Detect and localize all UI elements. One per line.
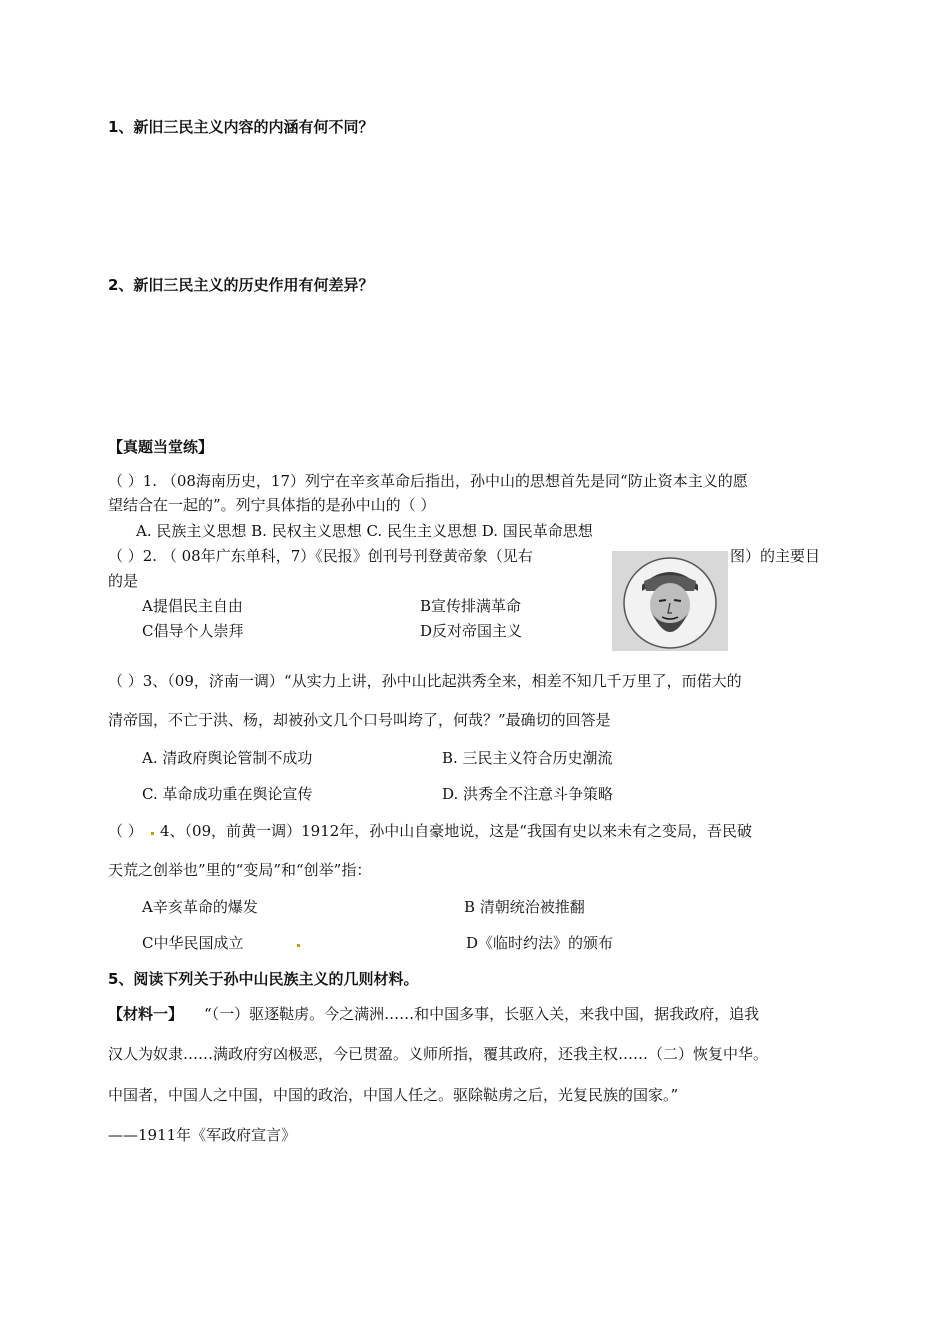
material-1-label: 【材料一】 [108, 1005, 184, 1023]
practice-4-option-a: A辛亥革命的爆发 [142, 898, 258, 916]
practice-1-line-1: （ ）1. （08海南历史，17）列宁在辛亥革命后指出，孙中山的思想首先是同“防止资本主义的愿 [108, 472, 748, 490]
practice-3-line-2: 清帝国，不亡于洪、杨，却被孙文几个口号叫垮了，何哉？”最确切的回答是 [108, 711, 611, 729]
huangdi-portrait [612, 551, 728, 651]
question-1: 1、新旧三民主义内容的内涵有何不同？ [108, 118, 374, 136]
material-1-line-3: 中国者，中国人之中国，中国的政治，中国人任之。驱除鞑虏之后，光复民族的国家。” [108, 1086, 679, 1104]
practice-2-option-c: C倡导个人崇拜 [142, 622, 244, 640]
question-2: 2、新旧三民主义的历史作用有何差异？ [108, 276, 374, 294]
mark-dot [297, 944, 300, 947]
practice-4-line-1: 4、（09，前黄一调）1912年，孙中山自豪地说，这是“我国有史以来未有之变局，吾民破 [160, 822, 752, 840]
practice-4-paren: （ ） [108, 822, 143, 840]
practice-2-line-1a: （ ）2. （ 08年广东单科，7）《民报》创刊号刊登黄帝象（见右 [108, 547, 533, 565]
section-title: 【真题当堂练】 [108, 438, 214, 456]
practice-2-line-1b: 图）的主要目 [730, 547, 821, 565]
mark-dot [151, 832, 154, 835]
practice-4-option-c: C中华民国成立 [142, 934, 244, 952]
practice-3-line-1: （ ）3、（09，济南一调）“从实力上讲，孙中山比起洪秀全来，相差不知几千万里了，而偌大的 [108, 672, 742, 690]
practice-2-option-d: D反对帝国主义 [420, 622, 523, 640]
practice-2-option-b: B宣传排满革命 [420, 597, 522, 615]
material-1-line-2: 汉人为奴隶……满政府穷凶极恶，今已贯盈。义师所指，覆其政府，还我主权……（二）恢复中华。 [108, 1045, 769, 1063]
practice-4-line-2: 天荒之创举也”里的“变局”和“创举”指： [108, 861, 372, 879]
practice-3-option-c: C. 革命成功重在舆论宣传 [142, 785, 313, 803]
practice-3-option-a: A. 清政府舆论管制不成功 [142, 749, 313, 767]
material-1-line-1: “（一）驱逐鞑虏。今之满洲……和中国多事，长驱入关，来我中国，据我政府，追我 [204, 1005, 760, 1023]
practice-1-line-2: 望结合在一起的”。列宁具体指的是孙中山的（ ） [108, 496, 436, 514]
material-1-source: ——1911年《军政府宣言》 [108, 1126, 297, 1144]
question-5-title: 5、阅读下列关于孙中山民族主义的几则材料。 [108, 970, 419, 988]
practice-2-line-2: 的是 [108, 572, 139, 590]
practice-4-option-b: B 清朝统治被推翻 [464, 898, 585, 916]
portrait-illustration [612, 551, 728, 651]
practice-3-option-b: B. 三民主义符合历史潮流 [442, 749, 613, 767]
practice-3-option-d: D. 洪秀全不注意斗争策略 [442, 785, 614, 803]
practice-1-options: A. 民族主义思想 B. 民权主义思想 C. 民生主义思想 D. 国民革命思想 [136, 522, 593, 540]
practice-4-option-d: D《临时约法》的颁布 [466, 934, 614, 952]
practice-2-option-a: A提倡民主自由 [142, 597, 243, 615]
